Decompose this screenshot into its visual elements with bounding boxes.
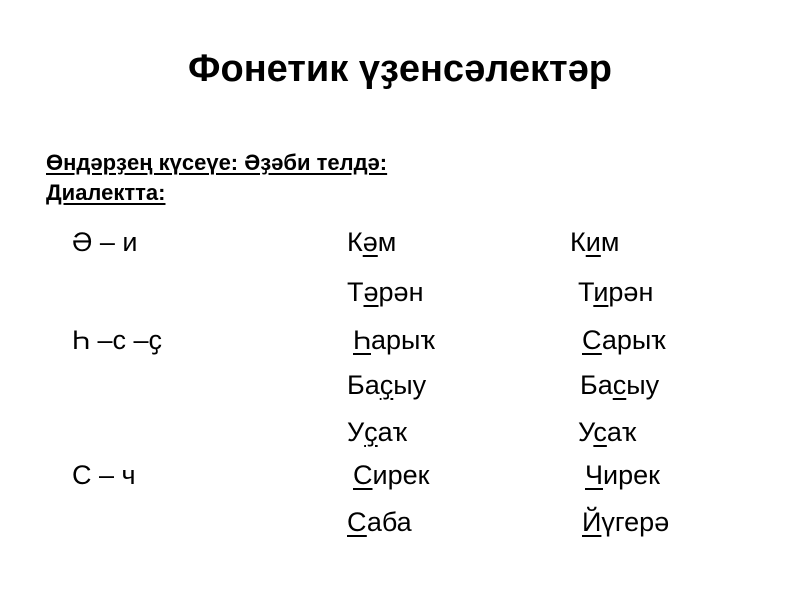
sound-pair: Ә – и bbox=[72, 227, 138, 257]
literary-word: Уҫаҡ bbox=[347, 417, 408, 447]
sound-change-row bbox=[0, 417, 800, 461]
dialect-word: Тирән bbox=[578, 277, 654, 307]
dialect-word: Сарыҡ bbox=[582, 325, 666, 355]
sound-change-row bbox=[0, 277, 800, 321]
dialect-word: Чирек bbox=[585, 460, 660, 490]
sound-change-row bbox=[0, 460, 800, 504]
literary-word: Саба bbox=[347, 507, 412, 537]
sound-change-row bbox=[0, 325, 800, 369]
sound-pair: Һ –с –ҫ bbox=[72, 325, 163, 355]
sound-change-row bbox=[0, 507, 800, 551]
dialect-word: Басыу bbox=[580, 370, 660, 400]
section-heading-line-1: Өндәрҙең күсеүе: Әҙәби телдә: bbox=[46, 150, 388, 175]
dialect-word: Усаҡ bbox=[578, 417, 637, 447]
section-heading-line-2: Диалектта: bbox=[46, 180, 166, 205]
dialect-word: Йүгерә bbox=[582, 507, 670, 537]
slide-title: Фонетик үҙенсәлектәр bbox=[188, 48, 612, 90]
sound-change-row bbox=[0, 370, 800, 414]
literary-word: Сирек bbox=[353, 460, 430, 490]
literary-word: Кәм bbox=[347, 227, 397, 257]
dialect-word: Ким bbox=[570, 227, 620, 257]
literary-word: Баҫыу bbox=[347, 370, 427, 400]
section-heading bbox=[46, 148, 387, 208]
literary-word: Тәрән bbox=[347, 277, 424, 307]
sound-pair: С – ч bbox=[72, 460, 136, 490]
literary-word: Һарыҡ bbox=[353, 325, 435, 355]
sound-change-row bbox=[0, 227, 800, 271]
